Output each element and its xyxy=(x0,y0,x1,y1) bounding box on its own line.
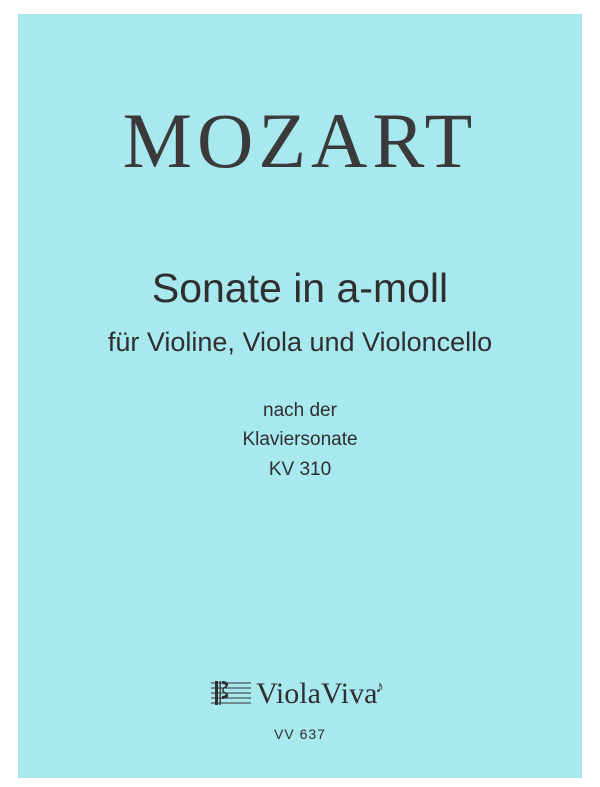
source-line: KV 310 xyxy=(268,458,332,480)
source-note xyxy=(18,396,582,484)
publisher-logo xyxy=(210,671,390,711)
composer-name: MOZART xyxy=(122,97,478,184)
work-title: Sonate in a-moll xyxy=(151,265,449,311)
source-line: nach der xyxy=(263,400,337,421)
cover-content xyxy=(18,14,582,778)
instrumentation-subtitle: für Violine, Viola und Violoncello xyxy=(107,327,493,357)
source-line: Klaviersonate xyxy=(242,429,358,451)
alto-clef-staff-icon xyxy=(210,677,252,711)
plate-number: VV 637 xyxy=(274,726,326,742)
publisher-name: ViolaViva xyxy=(256,677,378,710)
score-cover-page xyxy=(18,14,582,778)
eighth-note-icon: ♪ xyxy=(375,677,384,696)
publisher-area xyxy=(18,671,582,742)
